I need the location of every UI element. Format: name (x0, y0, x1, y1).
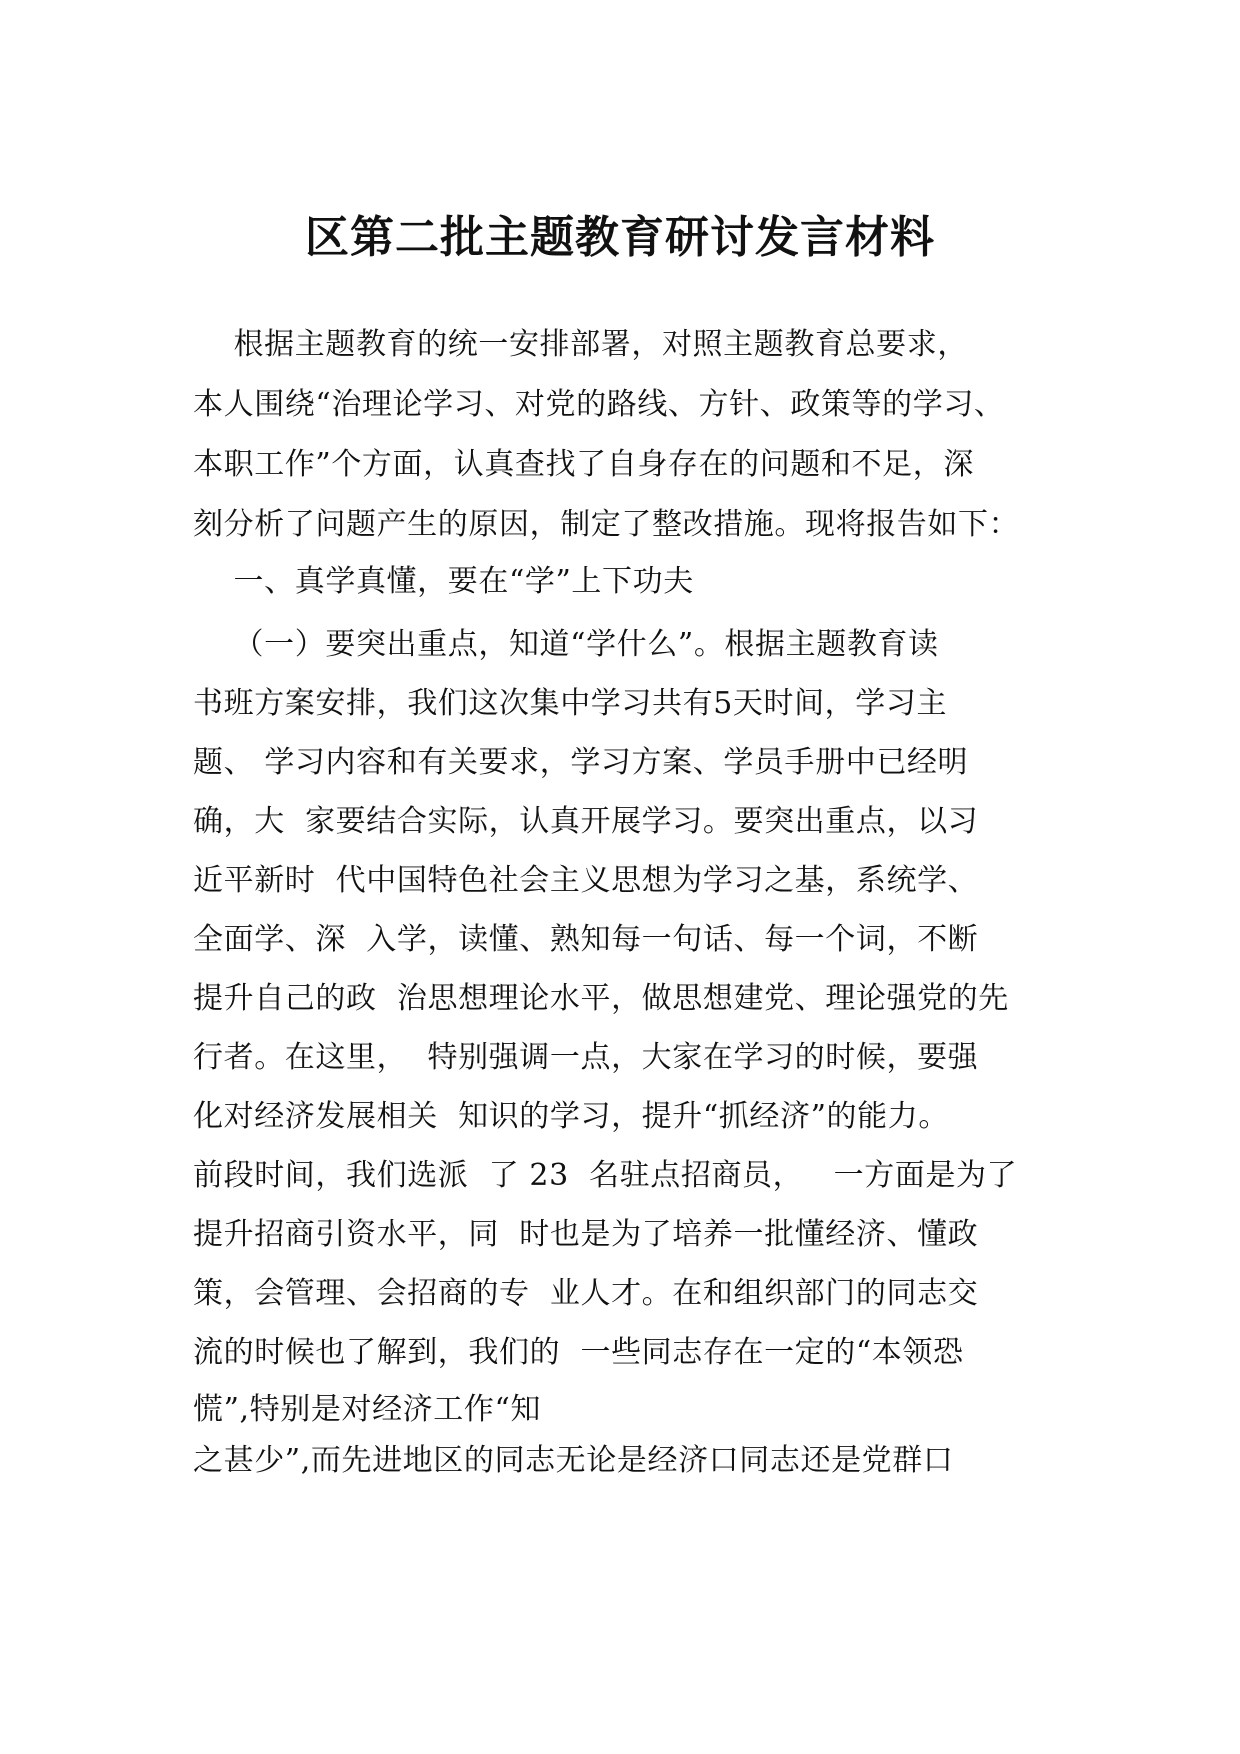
paragraph-line: 流的时候也了解到，我们的 一些同志存在一定的“本领恐 (193, 1335, 964, 1370)
paragraph-line: 本人围绕“治理论学习、对党的路线、方针、政策等的学习、 (193, 387, 1005, 422)
paragraph-line: 策，会管理、会招商的专 业人才。在和组织部门的同志交 (193, 1276, 979, 1311)
paragraph-line: 化对经济发展相关 知识的学习，提升“抓经济”的能力。 (193, 1099, 949, 1134)
paragraph-line: 提升招商引资水平，同 时也是为了培养一批懂经济、懂政 (193, 1217, 979, 1252)
paragraph-line: 慌”,特别是对经济工作“知 (193, 1392, 542, 1427)
section-heading: 一、真学真懂，要在“学”上下功夫 (193, 564, 694, 599)
paragraph-line: 题、 学习内容和有关要求，学习方案、学员手册中已经明 (193, 745, 969, 780)
paragraph-line: 本职工作”个方面，认真查找了自身存在的问题和不足，深 (193, 447, 974, 482)
paragraph-line: 全面学、深 入学，读懂、熟知每一句话、每一个词，不断 (193, 922, 979, 957)
paragraph-line: （一）要突出重点，知道“学什么”。根据主题教育读 (193, 627, 939, 662)
paragraph-line: 确，大 家要结合实际，认真开展学习。要突出重点，以习 (193, 804, 979, 839)
paragraph-line: 近平新时 代中国特色社会主义思想为学习之基，系统学、 (193, 863, 979, 898)
paragraph-line: 前段时间，我们选派 了 23 名驻点招商员， 一方面是为了 (193, 1158, 1018, 1193)
paragraph-line: 提升自己的政 治思想理论水平，做思想建党、理论强党的先 (193, 981, 1009, 1016)
paragraph-line: 书班方案安排，我们这次集中学习共有5天时间，学习主 (193, 686, 948, 721)
paragraph-line: 根据主题教育的统一安排部署，对照主题教育总要求， (193, 327, 968, 362)
paragraph-line: 行者。在这里， 特别强调一点，大家在学习的时候，要强 (193, 1040, 979, 1075)
document-title: 区第二批主题教育研讨发言材料 (305, 212, 935, 263)
paragraph-line: 刻分析了问题产生的原因，制定了整改措施。现将报告如下： (193, 507, 1020, 542)
paragraph-line: 之甚少”,而先进地区的同志无论是经济口同志还是党群口 (193, 1443, 954, 1478)
